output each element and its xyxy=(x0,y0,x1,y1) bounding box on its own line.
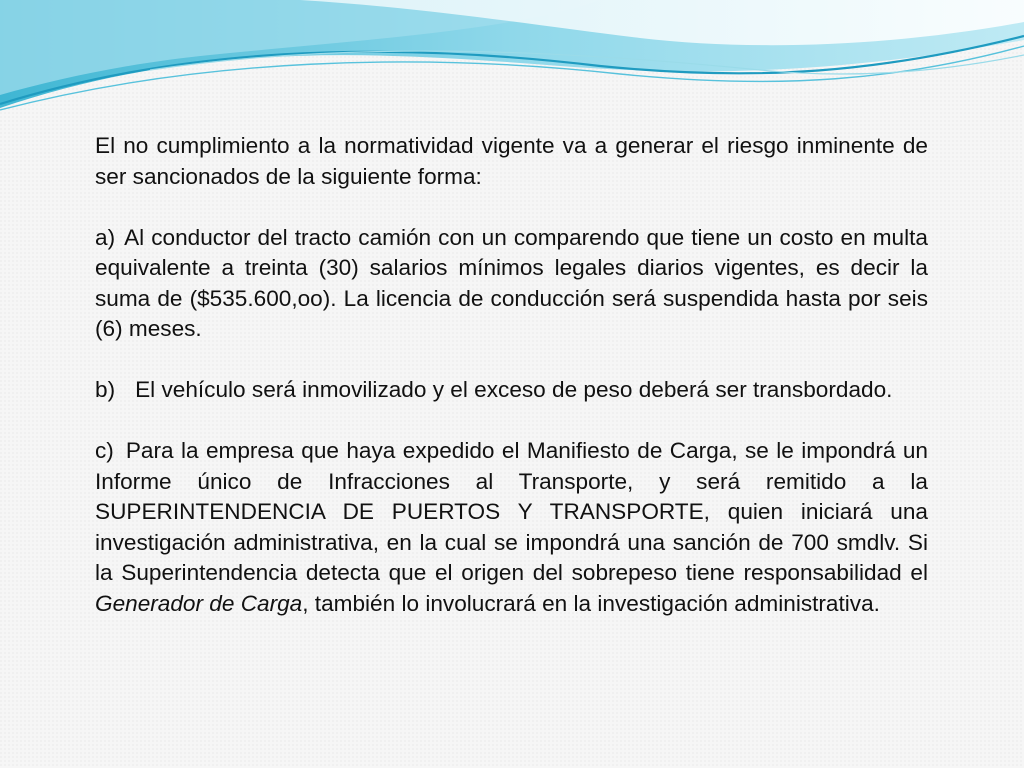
item-a-label: a) xyxy=(95,224,116,250)
item-c-paragraph xyxy=(95,436,928,619)
item-b-label: b) xyxy=(95,377,116,402)
item-c-text-before: Para la empresa que haya expedido el Manifiesto de Carga, se le impondrá un Informe único de Infracciones al Transporte, y será remitido a la SUPERINTENDENCIA DE PUERTOS Y TRANSPORTE, quien iniciará una investigación administrativa, en la cual se impondrá una sanción de 700 smdlv. Si la Superintendencia detecta que el origen del sobrepeso tiene responsabilidad el xyxy=(95,438,928,585)
item-a-paragraph xyxy=(95,223,928,345)
item-b-paragraph xyxy=(95,375,928,406)
item-c-label: c) xyxy=(95,438,114,463)
intro-paragraph: El no cumplimiento a la normatividad vigente va a generar el riesgo inminente de ser sancionados de la siguiente forma: xyxy=(95,133,928,189)
decorative-wave-header xyxy=(0,0,1024,130)
item-c-text-after: , también lo involucrará en la investigación administrativa. xyxy=(302,590,880,616)
item-a-text: Al conductor del tracto camión con un comparendo que tiene un costo en multa equivalente a treinta (30) salarios mínimos legales diarios vigentes, es decir la suma de ($535.600,oo). La licencia de conducción será suspendida hasta por seis (6) meses. xyxy=(95,224,928,341)
item-c-text-italic: Generador de Carga xyxy=(95,590,303,616)
text-content xyxy=(95,131,928,619)
item-b-text: El vehículo será inmovilizado y el exceso de peso deberá ser transbordado. xyxy=(135,377,893,402)
